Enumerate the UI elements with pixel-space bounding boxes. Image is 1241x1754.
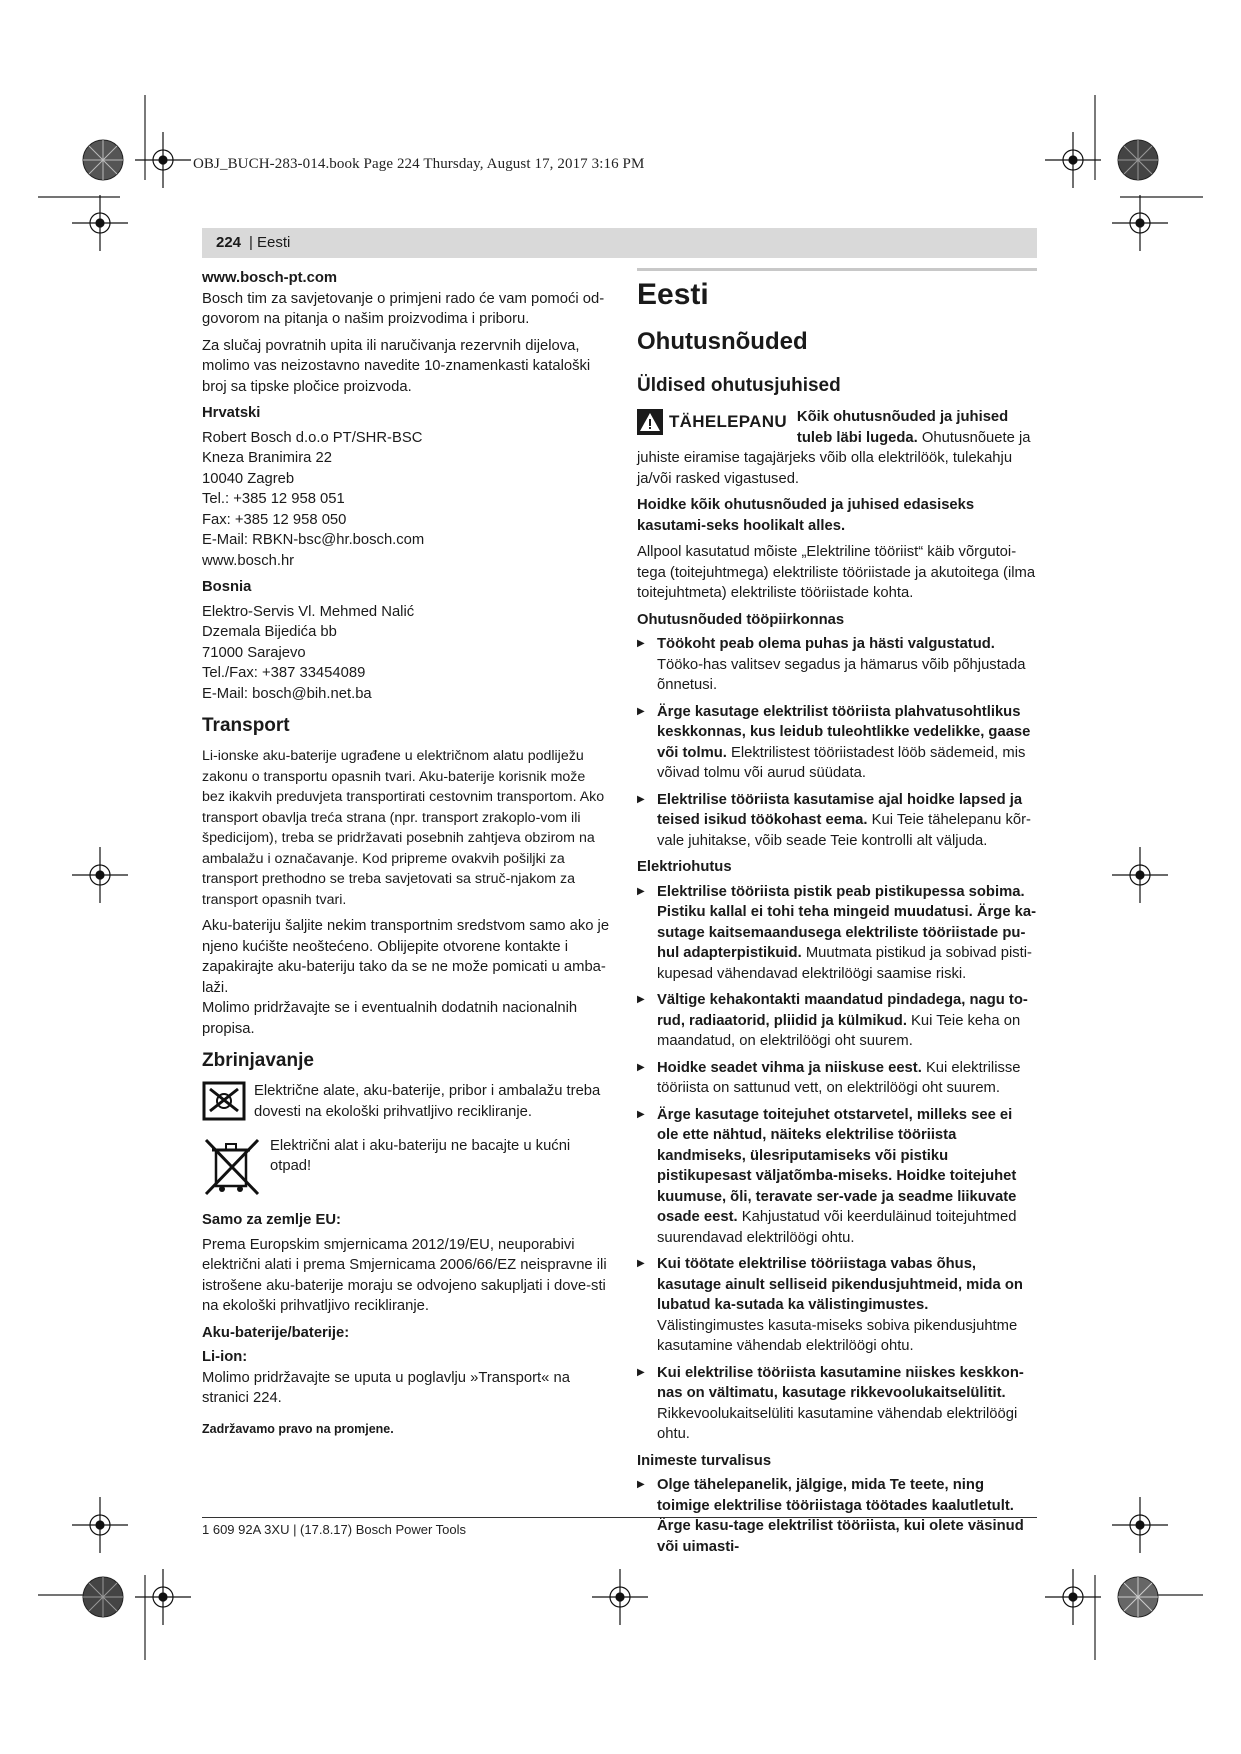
address-line: Kneza Branimira 22 bbox=[202, 450, 332, 466]
list-item: ▶ Vältige kehakontakti maandatud pindadega, nagu to-rud, radiaatorid, pliidid ja külmikud. Kui Teie keha on maandatud, on elektrilöögi oht suurem. bbox=[637, 990, 1037, 1052]
footer-rule bbox=[202, 1517, 1037, 1518]
color-wheel-mark bbox=[83, 1577, 123, 1617]
service-paragraph: Bosch tim za savjetovanje o primjeni rado će vam pomoći od-govorom na pitanja o našim proizvodima i priboru. bbox=[202, 290, 605, 327]
list-item: ▶ Elektrilise tööriista kasutamise ajal hoidke lapsed ja teised isikud töökohast eema. Kui Teie tähelepanu kõr-vale juhitakse, võib seade Teie kontrolli alt väljuda. bbox=[637, 790, 1037, 852]
crosshair-mark bbox=[1045, 1569, 1101, 1625]
page-header bbox=[202, 228, 1037, 258]
disposal-bin-row bbox=[202, 1136, 610, 1203]
header-language: Eesti bbox=[257, 234, 291, 251]
warning-block bbox=[637, 407, 1037, 489]
right-column bbox=[637, 268, 1037, 1563]
list-item: ▶ Olge tähelepanelik, jälgige, mida Te teete, ning toimige elektrilise tööriistaga töötades kaalutletult. Ärge kasu-tage elektrilist tööriista, kui olete väsinud või uimasti- bbox=[637, 1475, 1037, 1557]
crosshair-mark bbox=[72, 847, 128, 903]
transport-paragraph-3: Molimo pridržavajte se i eventualnih dodatnih nacionalnih propisa. bbox=[202, 1000, 578, 1037]
crosshair-mark bbox=[72, 195, 128, 251]
crosshair-mark bbox=[1112, 195, 1168, 251]
crosshair-mark bbox=[1112, 847, 1168, 903]
address-line: 71000 Sarajevo bbox=[202, 644, 306, 661]
warning-text: Ohutusnõuete ja juhiste eiramise tagajärjeks võib olla elektrilöök, tulekahju ja/või rasked vigastused. bbox=[637, 429, 1031, 487]
general-safety-heading: Üldised ohutusjuhised bbox=[637, 375, 841, 396]
changes-notice: Zadržavamo pravo na promjene. bbox=[202, 1421, 394, 1436]
address-line: 10040 Zagreb bbox=[202, 470, 295, 487]
address-line: E-Mail: RBKN-bsc@hr.bosch.com bbox=[202, 532, 425, 548]
list-item: ▶ Elektrilise tööriista pistik peab pistikupessa sobima. Pistiku kallal ei tohi teha mingeid muudatusi. Ärge ka-sutage kaitsemaandusega elektriliste tööriistade pu-hul adapterpistikuid. Muutmata pistikud ja sobivad pisti-kupesad vähendavad elektrilöögi saamise riski. bbox=[637, 882, 1037, 985]
address-line: Tel./Fax: +387 33454089 bbox=[202, 665, 366, 681]
address-line: Robert Bosch d.o.o PT/SHR-BSC bbox=[202, 429, 423, 446]
disposal-recycle-row bbox=[202, 1081, 610, 1128]
language-title: Eesti bbox=[637, 278, 709, 311]
bosnia-address bbox=[202, 602, 610, 705]
safety-heading: Ohutusnõuded bbox=[637, 328, 808, 355]
hrvatski-heading: Hrvatski bbox=[202, 405, 261, 421]
batteries-heading: Aku-baterije/baterije: bbox=[202, 1324, 350, 1341]
list-item: ▶ Hoidke seadet vihma ja niiskuse eest. Kui elektrilisse tööriista on sattunud vett, on elektrilöögi oht suurem. bbox=[637, 1058, 1037, 1099]
crosshair-mark bbox=[1112, 1497, 1168, 1553]
color-wheel-mark bbox=[1118, 1577, 1158, 1617]
color-wheel-mark bbox=[1118, 140, 1158, 180]
address-line: Tel.: +385 12 958 051 bbox=[202, 491, 345, 507]
liion-paragraph: Molimo pridržavajte se uputa u poglavlju »Transport« na stranici 224. bbox=[202, 1369, 570, 1406]
eu-heading: Samo za zemlje EU: bbox=[202, 1212, 341, 1228]
crosshair-mark bbox=[1045, 132, 1101, 188]
header-separator: | bbox=[249, 234, 253, 251]
transport-paragraph-2: Aku-bateriju šaljite nekim transportnim sredstvom samo ako je njeno kućište neoštećeno. Oblijepite otvorene kontakte i zapakirajte aku-bateriju tako da se ne može pomicati u amba-laži. bbox=[202, 918, 610, 996]
disposal-recycle-text: Električne alate, aku-baterije, pribor i ambalažu treba dovesti na ekološki prihvatljivo recikliranje. bbox=[254, 1083, 601, 1120]
transport-heading: Transport bbox=[202, 715, 290, 736]
liion-heading: Li-ion: bbox=[202, 1349, 248, 1365]
warning-badge bbox=[637, 409, 787, 435]
address-line: Elektro-Servis Vl. Mehmed Nalić bbox=[202, 603, 415, 620]
keep-instructions: Hoidke kõik ohutusnõuded ja juhised edasiseks kasutami-seks hoolikalt alles. bbox=[637, 497, 975, 534]
disposal-heading: Zbrinjavanje bbox=[202, 1050, 314, 1071]
work-area-heading: Ohutusnõuded tööpiirkonnas bbox=[637, 611, 845, 628]
crosshair-mark bbox=[135, 1569, 191, 1625]
warning-bold-text: Kõik ohutusnõuded ja juhised tuleb läbi lugeda. bbox=[796, 409, 1009, 446]
left-column bbox=[202, 268, 610, 1439]
address-line: Dzemala Bijedića bb bbox=[202, 624, 337, 640]
recycle-icon bbox=[202, 1081, 246, 1128]
electrical-safety-heading: Elektriohutus bbox=[637, 859, 732, 875]
definition-paragraph: Allpool kasutatud mõiste „Elektriline tööriist“ käib võrgutoi-tega (toitejuhtmega) elektriliste tööriistade ja akutoitega (ilma toitejuhtmeta) elektriliste tööriistade kohta. bbox=[637, 544, 1036, 601]
eu-paragraph: Prema Europskim smjernicama 2012/19/EU, neuporabivi električni alati i prema Smjernicama 2006/66/EZ neispravne ili istrošene aku-baterije moraju se odvojeno sakupljati i dove-sti na ekološki prihvatljivo recikliranje. bbox=[202, 1236, 607, 1314]
spare-parts-paragraph: Za slučaj povratnih upita ili naručivanja rezervnih dijelova, molimo vas neizostavno navedite 10-znamenkasti kataloški broj sa tipske pločice proizvoda. bbox=[202, 337, 591, 395]
crosshair-mark bbox=[72, 1497, 128, 1553]
title-rule bbox=[637, 268, 1037, 271]
address-line: Fax: +385 12 958 050 bbox=[202, 511, 347, 528]
page-footer: 1 609 92A 3XU | (17.8.17) Bosch Power Tools bbox=[202, 1522, 467, 1537]
list-item: ▶ Töökoht peab olema puhas ja hästi valgustatud. Tööko-has valitsev segadus ja hämarus võib põhjustada õnnetusi. bbox=[637, 634, 1037, 696]
list-item: ▶ Ärge kasutage toitejuhet otstarvetel, milleks see ei ole ette nähtud, näiteks elektrilise tööriista kandmiseks, ülesriputamiseks või pistiku pistikupesast väljatõmba-miseks. Hoidke toitejuhet kuumuse, õli, teravate ser-vade ja seadme liikuvate osade eest. Kahjustatud või keerduläinud toitejuhtmed suurendavad elektrilöögi ohtu. bbox=[637, 1105, 1037, 1249]
book-info-line: OBJ_BUCH-283-014.book Page 224 Thursday, August 17, 2017 3:16 PM bbox=[193, 156, 645, 172]
list-item: ▶ Kui elektrilise tööriista kasutamine niiskes keskkon-nas on vältimatu, kasutage rikkevoolukaitselülitit. Rikkevoolukaitselüliti kasutamine vähendab elektrilöögi ohtu. bbox=[637, 1363, 1037, 1445]
service-url: www.bosch-pt.com bbox=[202, 270, 338, 286]
list-item: ▶ Kui töötate elektrilise tööriistaga vabas õhus, kasutage ainult selliseid pikendusjuhtmeid, mida on lubatud ka-sutada ka välistingimustes. Välistingimustes kasuta-miseks sobiva pikendusjuhtme kasutamine vähendab elektrilöögi ohtu. bbox=[637, 1254, 1037, 1357]
page-number: 224 bbox=[216, 234, 242, 251]
personal-safety-heading: Inimeste turvalisus bbox=[637, 1452, 772, 1469]
crossed-bin-icon bbox=[202, 1136, 262, 1203]
address-line: E-Mail: bosch@bih.net.ba bbox=[202, 685, 372, 702]
disposal-bin-text: Električni alat i aku-bateriju ne bacajte u kućni otpad! bbox=[270, 1137, 571, 1174]
crosshair-mark bbox=[135, 132, 191, 188]
color-wheel-mark bbox=[83, 140, 123, 180]
warning-triangle-icon bbox=[637, 409, 663, 435]
list-item: ▶ Ärge kasutage elektrilist tööriista plahvatusohtlikus keskkonnas, kus leidub tuleohtlikke vedelikke, gaase või tolmu. Elektrilistest tööriistadest lööb sädemeid, mis võivad tolmu või aurud süüdata. bbox=[637, 702, 1037, 784]
transport-paragraph-1: Li-ionske aku-baterije ugrađene u električnom alatu podliježu zakonu o transportu opasnih tvari. Aku-baterije korisnik može bez ikakvih preduvjeta transportirati cestovnim transportom. Ako transport obavlja treća strana (npr. transport zrakoplo-vom ili špedicijom), treba se pridržavati posebnih zahtjeva obzirom na ambalažu i označavanje. Kod pripreme ovakvih pošiljki za transport prethodno se treba savjetovati sa struč-njakom za transport opasnih tvari. bbox=[202, 748, 605, 908]
warning-label: TÄHELEPANU bbox=[669, 411, 787, 431]
bosnia-heading: Bosnia bbox=[202, 579, 252, 595]
hrvatski-address bbox=[202, 428, 610, 572]
crosshair-mark bbox=[592, 1569, 648, 1625]
address-line: www.bosch.hr bbox=[202, 552, 295, 569]
